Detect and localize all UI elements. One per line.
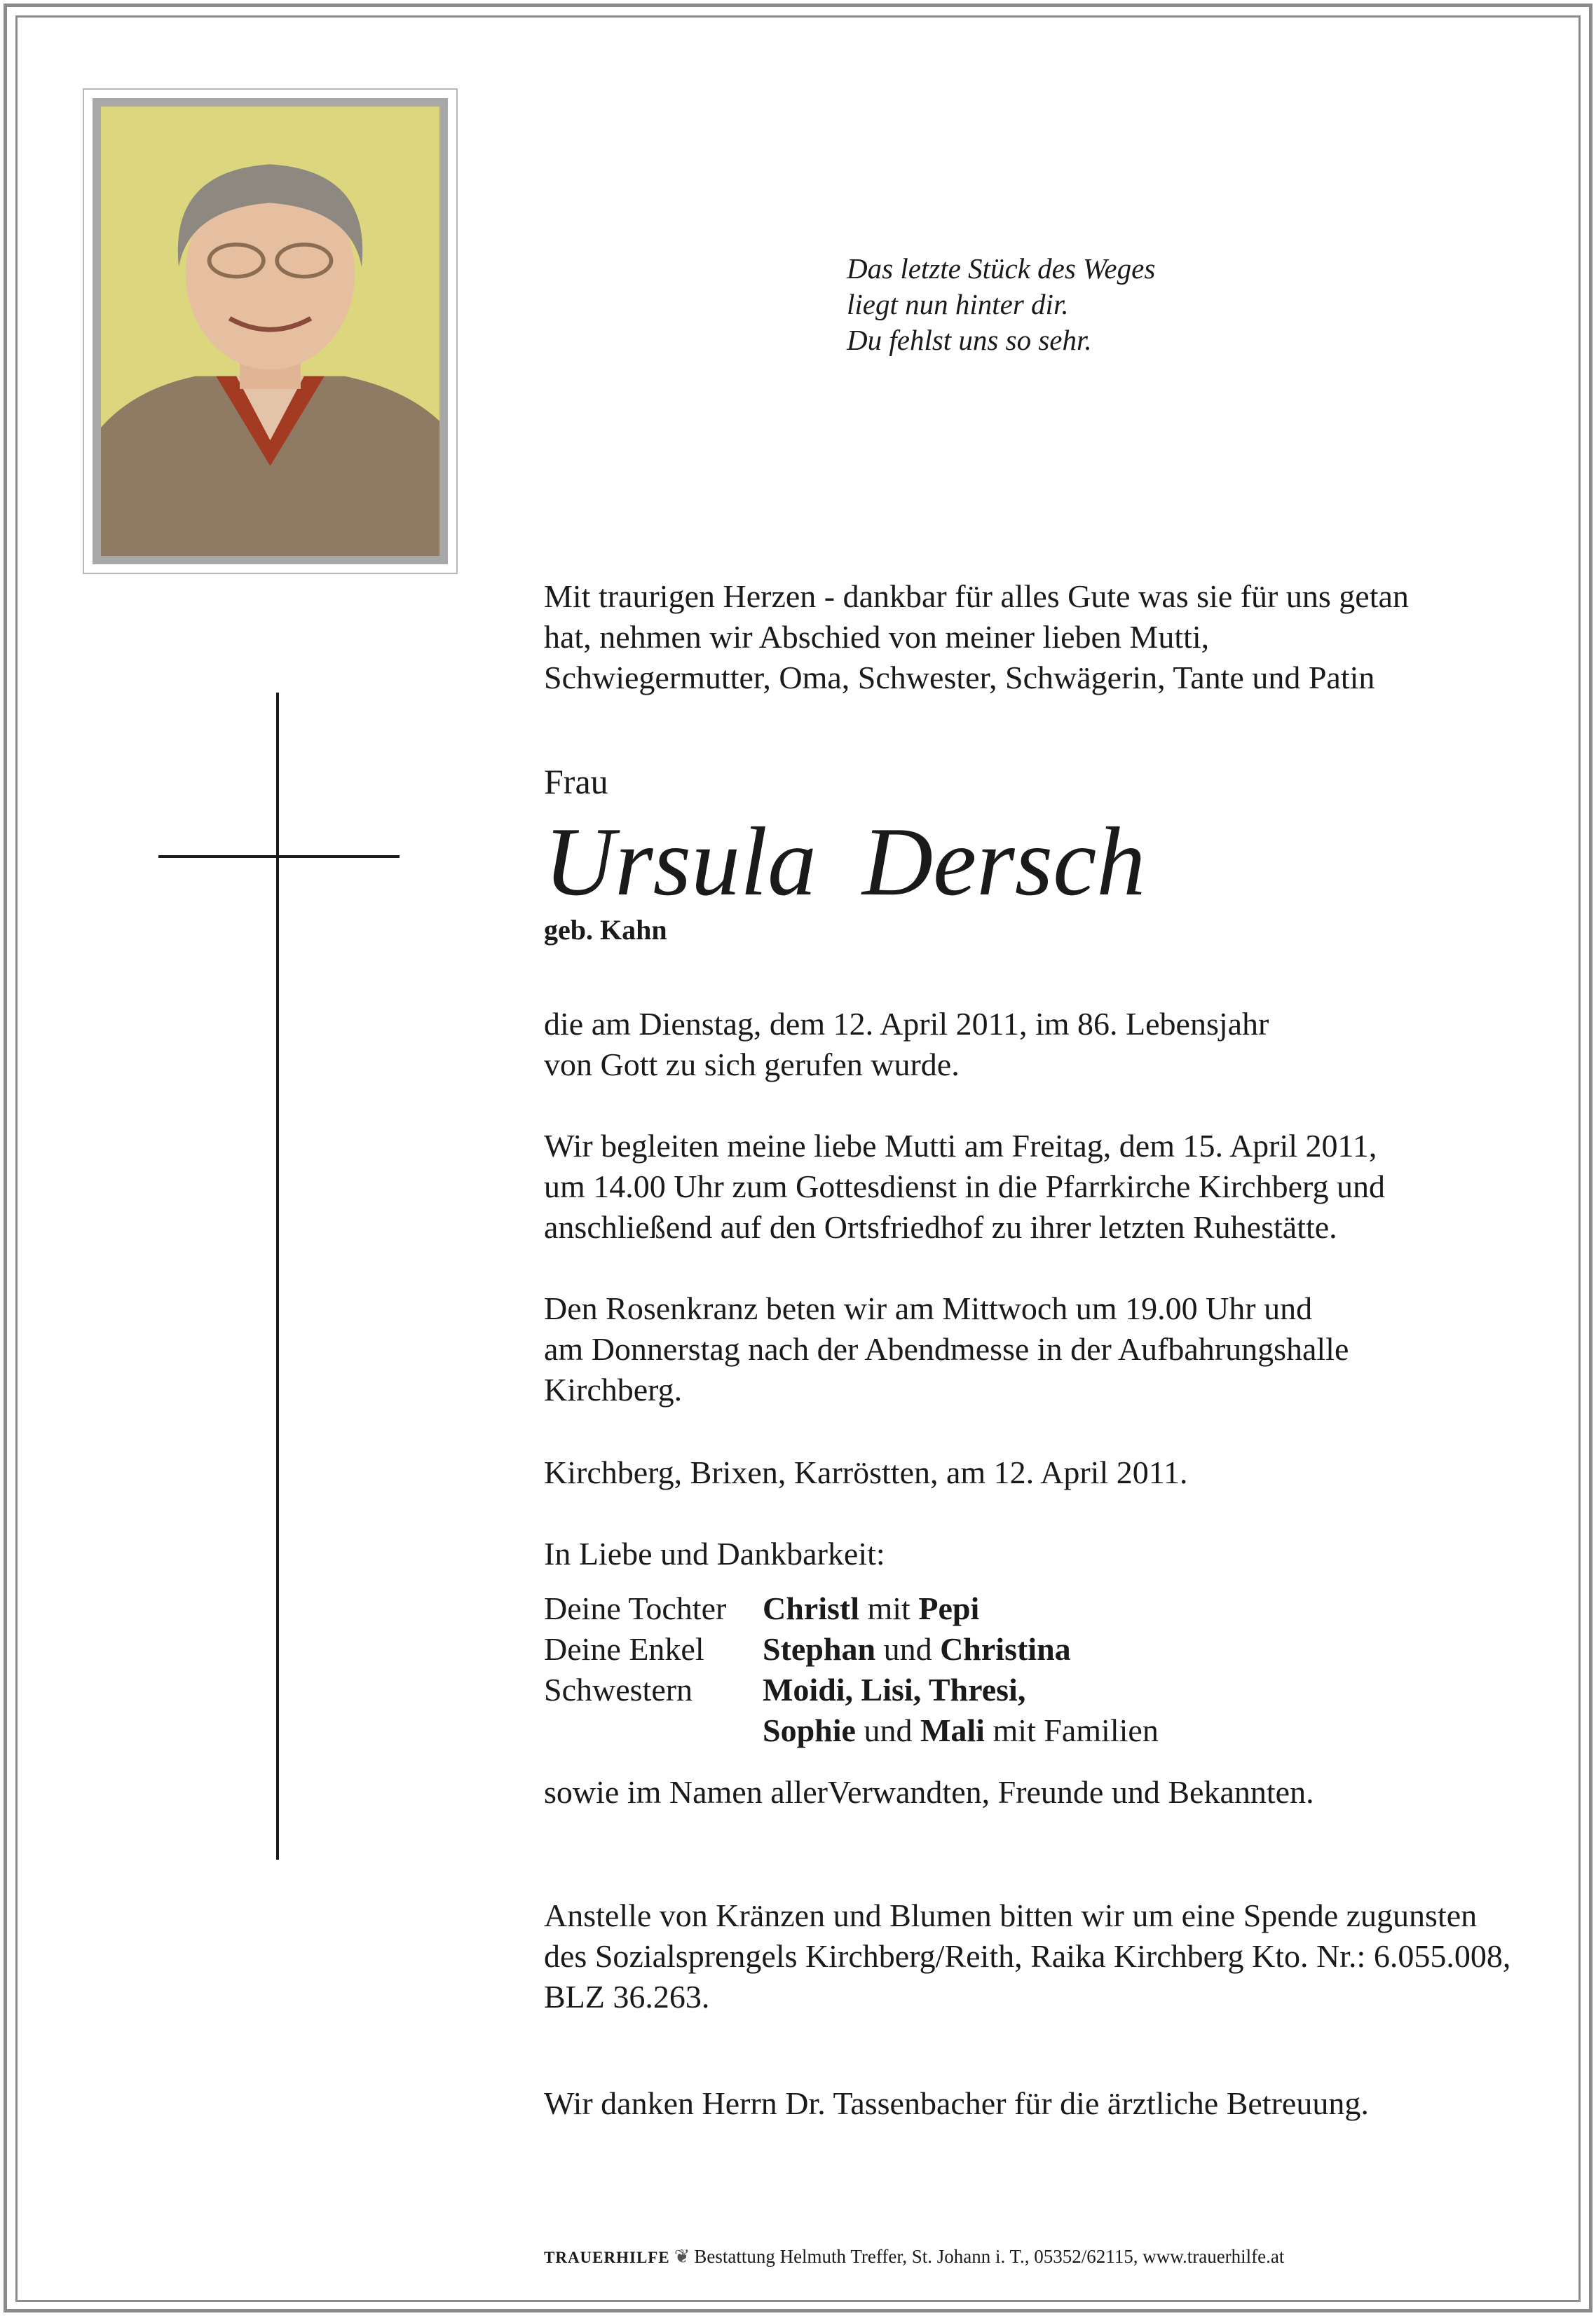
motto-line: liegt nun hinter dir.	[847, 288, 1069, 320]
intro-line: Mit traurigen Herzen - dankbar für alles Gute was sie für uns getan	[544, 578, 1409, 614]
intro-line: Schwiegermutter, Oma, Schwester, Schwägerin, Tante und Patin	[544, 660, 1375, 695]
family-member: Mali	[920, 1712, 985, 1748]
family-relation: Schwestern	[544, 1672, 693, 1708]
death-line: von Gott zu sich gerufen wurde.	[544, 1047, 960, 1082]
relatives-line: sowie im Namen allerVerwandten, Freunde und Bekannten.	[544, 1774, 1314, 1810]
death-line: die am Dienstag, dem 12. April 2011, im 86. Lebensjahr	[544, 1006, 1269, 1042]
family-member: Moidi, Lisi, Thresi,	[763, 1672, 1026, 1708]
portrait-mat	[93, 98, 448, 564]
family-connector: mit	[859, 1590, 919, 1626]
portrait-frame	[83, 88, 458, 574]
family-member: Christl	[763, 1590, 859, 1626]
funeral-paragraph	[544, 1126, 1385, 1248]
family-relation: Deine Enkel	[544, 1631, 704, 1667]
family-member: Pepi	[918, 1590, 980, 1626]
motto-verse	[847, 251, 1155, 358]
family-names	[763, 1588, 979, 1629]
funeral-line: anschließend auf den Ortsfriedhof zu ihrer letzten Ruhestätte.	[544, 1209, 1337, 1245]
gratitude-line: In Liebe und Dankbarkeit:	[544, 1536, 885, 1572]
donation-line: des Sozialsprengels Kirchberg/Reith, Raika Kirchberg Kto. Nr.: 6.055.008,	[544, 1938, 1511, 1974]
portrait-photo	[101, 107, 439, 556]
deceased-name: Ursula Dersch	[544, 808, 1146, 916]
funeral-line: Wir begleiten meine liebe Mutti am Freitag, dem 15. April 2011,	[544, 1128, 1377, 1164]
donation-line: BLZ 36.263.	[544, 1979, 710, 2015]
family-member: Sophie	[763, 1712, 856, 1748]
family-member: Christina	[940, 1631, 1071, 1667]
family-connector: mit Familien	[984, 1712, 1159, 1748]
place-date: Kirchberg, Brixen, Karröstten, am 12. April 2011.	[544, 1455, 1188, 1490]
intro-line: hat, nehmen wir Abschied von meiner lieben Mutti,	[544, 619, 1210, 655]
maiden-name: geb. Kahn	[544, 914, 667, 946]
rosary-paragraph	[544, 1288, 1349, 1410]
footer-text: Bestattung Helmuth Treffer, St. Johann i. T., 05352/62115, www.trauerhilfe.at	[694, 2246, 1285, 2267]
family-names	[763, 1710, 1159, 1751]
rosary-line: am Donnerstag nach der Abendmesse in der Aufbahrungshalle	[544, 1331, 1349, 1367]
funeral-line: um 14.00 Uhr zum Gottesdienst in die Pfarrkirche Kirchberg und	[544, 1169, 1385, 1204]
leaf-icon: ❦	[674, 2246, 690, 2267]
motto-line: Du fehlst uns so sehr.	[847, 324, 1092, 356]
footer-brand: TRAUERHILFE	[544, 2249, 670, 2266]
cross-horizontal-bar	[158, 855, 400, 858]
footer	[544, 2245, 1284, 2270]
family-connector: und	[855, 1712, 920, 1748]
family-relation: Deine Tochter	[544, 1590, 727, 1626]
rosary-line: Den Rosenkranz beten wir am Mittwoch um 19.00 Uhr und	[544, 1290, 1313, 1326]
intro-paragraph	[544, 576, 1409, 698]
family-connector: und	[875, 1631, 941, 1667]
donation-line: Anstelle von Kränzen und Blumen bitten wir um eine Spende zugunsten	[544, 1898, 1478, 1933]
cross-vertical-bar	[276, 693, 279, 1860]
donation-paragraph	[544, 1895, 1510, 2017]
family-member: Stephan	[763, 1631, 876, 1667]
motto-line: Das letzte Stück des Weges	[847, 252, 1156, 285]
death-paragraph	[544, 1004, 1269, 1085]
family-names	[763, 1629, 1071, 1670]
honorific: Frau	[544, 762, 608, 801]
rosary-line: Kirchberg.	[544, 1372, 683, 1408]
thanks-line: Wir danken Herrn Dr. Tassenbacher für die ärztliche Betreuung.	[544, 2085, 1369, 2121]
family-names	[763, 1670, 1025, 1710]
